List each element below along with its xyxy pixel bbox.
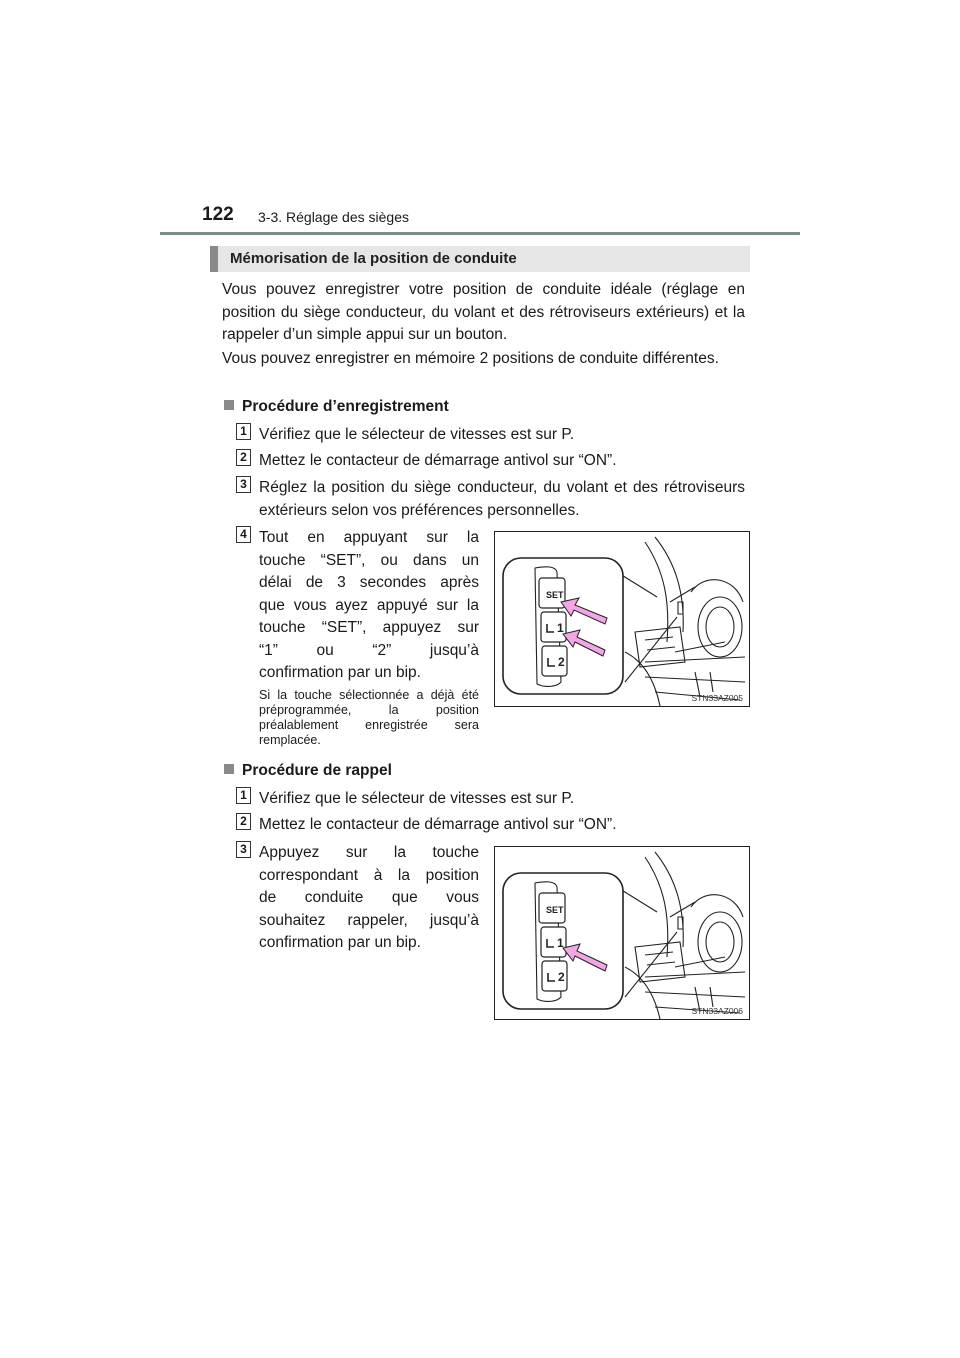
step-line: confirmation par un bip.	[259, 934, 421, 951]
figure-id: STN33AZ005	[691, 693, 743, 703]
record-subheading-text: Procédure d’enregistrement	[242, 398, 449, 415]
recall-step-1: Vérifiez que le sélecteur de vitesses est sur P.	[259, 790, 575, 807]
set-button-label: SET	[546, 590, 564, 600]
record-subheading	[224, 398, 449, 416]
step-line: confirmation par un bip.	[259, 664, 421, 681]
step-line: délai de 3 secondes après	[259, 574, 479, 591]
step-number-badge: 1	[236, 423, 251, 440]
step-line: touche “SET”, ou dans un	[259, 551, 479, 569]
recall-subheading	[224, 762, 392, 780]
square-bullet-icon	[224, 764, 234, 774]
step-line: que vous ayez appuyé sur la	[259, 596, 479, 614]
recall-step-2: Mettez le contacteur de démarrage antivol sur “ON”.	[259, 816, 617, 833]
step-number-badge: 3	[236, 841, 251, 858]
step-line: “1” ou “2” jusqu’à	[259, 641, 479, 659]
record-note: Si la touche sélectionnée a déjà été préprogrammée, la position préalablement enregistrée sera remplacée.	[259, 688, 479, 747]
memory-switch-figure-recall	[494, 846, 750, 1020]
recall-step-3	[259, 842, 479, 955]
figure-id: STN33AZ006	[691, 1006, 743, 1016]
record-step-3: Réglez la position du siège conducteur, du volant et des rétroviseurs extérieurs selon vos préférences personnelles.	[259, 479, 745, 519]
step-number-badge: 4	[236, 526, 251, 543]
section-heading-text: Mémorisation de la position de conduite	[230, 250, 517, 267]
intro-paragraph-1: Vous pouvez enregistrer votre position de conduite idéale (réglage en position du siège conducteur, du volant et des rétroviseurs extérieurs) et la rappeler d’un simple appui sur un bouton.	[222, 281, 745, 343]
record-step-2: Mettez le contacteur de démarrage antivol sur “ON”.	[259, 452, 617, 469]
step-number-badge: 2	[236, 449, 251, 466]
step-line: correspondant à la position	[259, 866, 479, 884]
section-title: 3-3. Réglage des sièges	[258, 209, 409, 225]
step-number-badge: 3	[236, 476, 251, 493]
step-line: Appuyez sur la touche	[259, 844, 479, 861]
memory-1-label: 1	[557, 936, 564, 950]
header-rule	[160, 232, 800, 235]
section-heading	[210, 246, 750, 272]
memory-2-label: 2	[558, 970, 565, 984]
recall-subheading-text: Procédure de rappel	[242, 762, 392, 779]
step-number-badge: 2	[236, 813, 251, 830]
door-panel-illustration	[495, 847, 749, 1019]
memory-2-label: 2	[558, 655, 565, 669]
memory-switch-figure-record	[494, 531, 750, 707]
set-button-label: SET	[546, 905, 564, 915]
intro-paragraph-2: Vous pouvez enregistrer en mémoire 2 positions de conduite différentes.	[222, 350, 719, 367]
record-step-4	[259, 527, 479, 685]
step-line: touche “SET”, appuyez sur	[259, 619, 479, 636]
step-line: Tout en appuyant sur la	[259, 529, 479, 546]
square-bullet-icon	[224, 400, 234, 410]
step-line: souhaitez rappeler, jusqu’à	[259, 911, 479, 929]
step-line: de conduite que vous	[259, 889, 479, 906]
door-panel-illustration	[495, 532, 749, 706]
step-number-badge: 1	[236, 787, 251, 804]
memory-1-label: 1	[557, 621, 564, 635]
record-step-1: Vérifiez que le sélecteur de vitesses est sur P.	[259, 426, 575, 443]
page-number: 122	[202, 204, 234, 225]
